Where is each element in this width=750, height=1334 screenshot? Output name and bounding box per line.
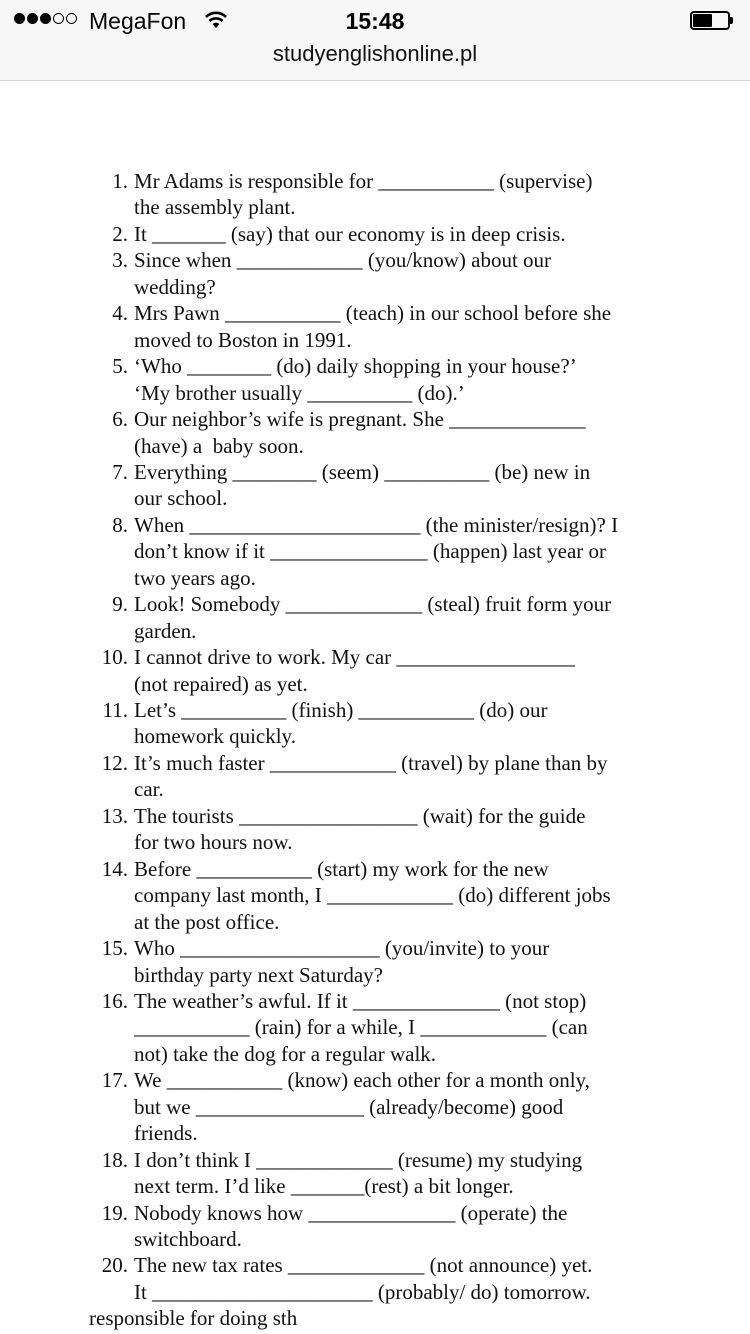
exercise-line: don’t know if it _______________ (happen) last year or (134, 539, 607, 564)
exercise-number: 1. (112, 169, 128, 193)
exercise-line: The new tax rates _____________ (not announce) yet. (134, 1253, 593, 1278)
exercise-line: the assembly plant. (134, 195, 296, 220)
exercise-line: homework quickly. (134, 724, 296, 749)
exercise-line: wedding? (134, 274, 216, 299)
exercise-line: When ______________________ (the minister/resign)? I (134, 512, 619, 537)
exercise-line: The weather’s awful. If it ______________ (not stop) (134, 988, 587, 1013)
exercise-line: (have) a baby soon. (134, 433, 304, 458)
exercise-line: next term. I’d like _______(rest) a bit longer. (134, 1174, 514, 1199)
battery-icon (690, 11, 734, 30)
exercise-line: two years ago. (134, 565, 256, 590)
exercise-line: Before ___________ (start) my work for the new (134, 856, 549, 881)
exercise-number: 15. (101, 936, 128, 961)
exercise-number: 5. (112, 354, 128, 379)
exercise-number: 16. (101, 988, 128, 1013)
exercise-number: 7. (112, 459, 128, 484)
exercise-line: car. (134, 777, 164, 802)
exercise-line: Let’s __________ (finish) ___________ (do) our (134, 698, 548, 722)
exercise-number: 3. (112, 248, 128, 273)
footer-note: responsible for doing sth (89, 1306, 298, 1331)
exercise-number: 6. (112, 407, 128, 432)
exercise-line: Nobody knows how ______________ (operate) the (134, 1200, 568, 1225)
exercise-number: 2. (112, 221, 128, 246)
carrier-name: MegaFon (89, 8, 187, 34)
exercise-number: 12. (101, 750, 128, 775)
exercise-line: moved to Boston in 1991. (134, 327, 352, 352)
exercise-number: 19. (101, 1200, 128, 1225)
exercise-number: 18. (101, 1147, 128, 1172)
exercise-line: We ___________ (know) each other for a month only, (134, 1068, 590, 1093)
exercise-line: Mrs Pawn ___________ (teach) in our school before she (134, 301, 612, 326)
clock: 15:48 (345, 8, 405, 34)
exercise-number: 8. (112, 512, 128, 537)
exercise-line: but we ________________ (already/become) good (134, 1094, 564, 1119)
exercise-line: Mr Adams is responsible for ___________ (supervise) (134, 169, 593, 193)
exercise-line: Our neighbor’s wife is pregnant. She _____________ (134, 407, 586, 432)
exercise-number: 17. (101, 1068, 128, 1093)
exercise-line: our school. (134, 486, 228, 511)
exercise-line: It _______ (say) that our economy is in deep crisis. (134, 221, 566, 246)
exercise-number: 20. (101, 1253, 128, 1278)
exercise-line: at the post office. (134, 909, 280, 934)
exercise-line: Who ___________________ (you/invite) to your (134, 936, 550, 961)
exercise-line: Everything ________ (seem) __________ (be) new in (134, 459, 591, 484)
exercise-number: 11. (102, 698, 128, 722)
exercise-line: It’s much faster ____________ (travel) by plane than by (134, 750, 608, 775)
exercise-line: Look! Somebody _____________ (steal) fruit form your (134, 592, 612, 617)
exercise-number: 14. (101, 856, 128, 881)
exercise-number: 9. (112, 592, 128, 617)
exercise-line: I cannot drive to work. My car _________________ (134, 645, 575, 670)
browser-top-bar (0, 0, 750, 81)
exercise-number: 10. (101, 645, 128, 670)
exercise-line: friends. (134, 1121, 198, 1146)
exercise-line: ‘Who ________ (do) daily shopping in your house?’ (134, 354, 577, 379)
exercise-line: (not repaired) as yet. (134, 671, 308, 696)
exercise-line: switchboard. (134, 1227, 242, 1251)
exercise-number: 4. (112, 301, 128, 326)
exercise-line: birthday party next Saturday? (134, 962, 384, 987)
exercise-line: ___________ (rain) for a while, I ____________ (can (134, 1015, 588, 1040)
exercise-line: ‘My brother usually __________ (do).’ (134, 380, 465, 405)
exercise-line: for two hours now. (134, 830, 293, 855)
exercise-line: The tourists _________________ (wait) for the guide (134, 803, 586, 828)
exercise-line: It _____________________ (probably/ do) tomorrow. (134, 1279, 591, 1304)
exercise-number: 13. (101, 803, 128, 828)
exercise-line: company last month, I ____________ (do) different jobs (134, 883, 611, 908)
exercise-line: I don’t think I _____________ (resume) my studying (134, 1147, 583, 1172)
exercise-line: not) take the dog for a regular walk. (134, 1041, 437, 1066)
address-bar-url[interactable]: studyenglishonline.pl (272, 41, 478, 66)
exercise-line: Since when ____________ (you/know) about our (134, 248, 552, 273)
exercise-line: garden. (134, 618, 197, 643)
